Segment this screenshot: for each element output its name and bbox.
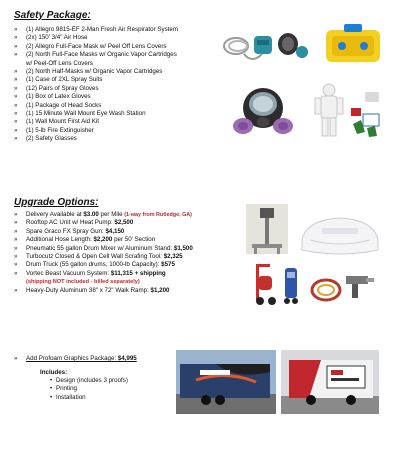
full-face-mask-image — [232, 86, 294, 138]
list-item — [12, 236, 193, 244]
includes-list — [40, 377, 128, 402]
list-item-delivery — [12, 211, 193, 219]
item-price: $2,200 — [93, 236, 113, 244]
item-price: $2,325 — [163, 253, 183, 261]
safety-package-title: Safety Package: — [14, 10, 91, 21]
item-label: Turbocutz Closed & Open Cell Wall Scrafing Tool: — [26, 253, 164, 261]
list-item — [12, 287, 193, 295]
item-label: Spare Graco FX Spray Gun: — [26, 227, 106, 235]
item-price: $575 — [161, 261, 175, 269]
safety-package-list — [12, 26, 178, 144]
list-item: • Design (includes 3 proofs) — [50, 377, 128, 385]
list-item: » (2) North Half-Masks w/ Organic Vapor Cartridges — [12, 68, 178, 76]
list-item-continuation: w/ Peel-Off Lens Covers — [26, 59, 93, 67]
item-price: $1,500 — [173, 244, 193, 252]
list-item: » (1) 5-lb Fire Extinguisher — [12, 127, 178, 135]
spray-suit-gloves-image — [305, 80, 385, 140]
list-item: » (2) Safety Glasses — [12, 135, 178, 143]
trailer-graphics-image-right — [281, 350, 379, 414]
upgrade-options-list — [12, 211, 193, 295]
eye-wash-station-image — [322, 20, 384, 66]
list-item — [12, 228, 193, 236]
list-item — [12, 253, 193, 261]
includes-title: Includes: — [40, 369, 68, 376]
drum-truck-image — [252, 262, 278, 306]
item-price: $11,315 + shipping — [110, 269, 166, 277]
delivery-price: $3.00 — [83, 211, 99, 218]
list-item — [12, 270, 193, 278]
spray-gun-hose-image — [304, 262, 378, 310]
list-item: » (1) Case of 2XL Spray Suits — [12, 76, 178, 84]
graphics-includes — [40, 369, 128, 402]
list-item: • Installation — [50, 394, 128, 402]
list-item: » (1) Wall Mount First Aid Kit — [12, 118, 178, 126]
shipping-note: (shipping NOT included - billed separately) — [26, 279, 140, 286]
upgrade-options-title: Upgrade Options: — [14, 197, 99, 208]
delivery-note: (1-way from Rutledge, GA) — [124, 212, 192, 218]
delivery-suffix: per Mile — [98, 211, 125, 218]
delivery-text: Delivery Available at — [26, 211, 84, 218]
item-label: Vortec Beast Vacuum System: — [26, 269, 111, 277]
item-label: Rooftop AC Unit w/ Heat Pump: — [26, 219, 115, 227]
item-label: Drum Truck (55 gallon drums, 1000-lb Capacity): — [26, 261, 162, 269]
item-price: $2,500 — [114, 219, 134, 227]
list-item-graphics — [12, 355, 137, 363]
item-price: $4,150 — [105, 227, 125, 235]
item-label: Pneumatic 55 gallon Drum Mixer w/ Aluminum Stand: — [26, 244, 174, 252]
list-item: » (12) Pairs of Spray Gloves — [12, 85, 178, 93]
list-item: » (2) Allegro Full-Face Mask w/ Peel Off Lens Covers — [12, 43, 178, 51]
list-item: » (1) Allegro 9815-EF 2-Man Fresh Air Respirator System — [12, 26, 178, 34]
list-item — [12, 219, 193, 227]
list-item: » (2) North Full-Face Masks w/ Organic Vapor Cartridges — [12, 51, 178, 59]
graphics-price: $4,995 — [117, 355, 137, 362]
drum-mixer-image — [246, 204, 288, 254]
list-item — [12, 245, 193, 253]
graphics-package-list — [12, 355, 137, 363]
item-label: Additional Hose Length: — [26, 236, 94, 244]
list-item: » (1) Package of Head Socks — [12, 102, 178, 110]
vortec-vacuum-image — [280, 266, 302, 306]
item-label: Heavy-Duty Aluminum 38" x 72" Walk Ramp: — [26, 286, 151, 294]
list-item: » (1) Box of Latex Gloves — [12, 93, 178, 101]
item-price: $1,200 — [150, 286, 170, 294]
list-item: » (1) 15 Minute Wall Mount Eye Wash Station — [12, 110, 178, 118]
item-suffix: per 50' Section — [112, 236, 156, 244]
trailer-graphics-image-left — [176, 350, 276, 414]
list-item — [12, 261, 193, 269]
list-item: • Printing — [50, 385, 128, 393]
air-respirator-system-image — [222, 24, 314, 68]
graphics-label: Add Profoam Graphics Package: — [26, 355, 118, 362]
list-item: » (2x) 150' 3/4" Air Hose — [12, 34, 178, 42]
rooftop-ac-unit-image — [296, 210, 384, 262]
